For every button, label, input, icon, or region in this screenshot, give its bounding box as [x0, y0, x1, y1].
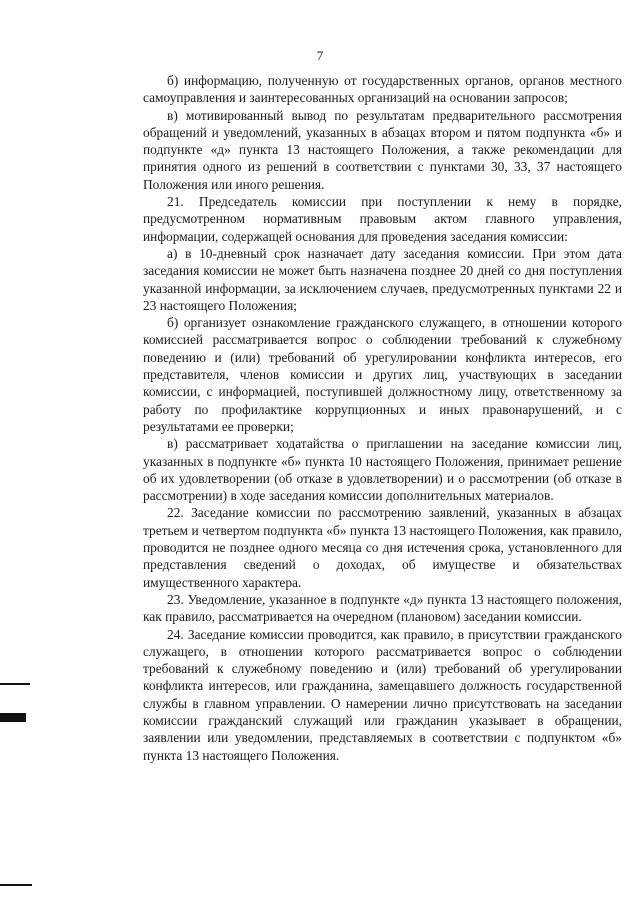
paragraph-21b: б) организует ознакомление гражданского служащего, в отношении которого комиссией рассматривается вопрос о соблюдении требований к служебному поведению и (или) требований об урегулировании конфликта интересов, его представителя, членов комиссии и других лиц, участвующих в заседании комиссии, с информацией, поступившей должностному лицу, ответственному за работу по профилактике коррупционных и иных правонарушений, и с результатами ее проверки;	[143, 315, 622, 434]
paragraph-23: 23. Уведомление, указанное в подпункте «д» пункта 13 настоящего положения, как правило, рассматривается на очередном (плановом) заседании комиссии.	[143, 591, 622, 625]
paragraph-20b: б) информацию, полученную от государственных органов, органов местного самоуправления и заинтересованных организаций на основании запросов;	[143, 73, 622, 106]
scan-mark-top	[0, 683, 30, 685]
paragraph-21v: в) рассматривает ходатайства о приглашении на заседание комиссии лиц, указанных в подпункте «б» пункта 10 настоящего Положения, принимает решение об их удовлетворении (об отказе в удовлетворении) и о рассмотрении (об отказе в рассмотрении) в ходе заседания комиссии дополнительных материалов.	[143, 436, 622, 504]
scan-mark-block	[0, 713, 26, 722]
paragraph-20v: в) мотивированный вывод по результатам предварительного рассмотрения обращений и уведомлений, указанных в абзацах втором и пятом подпункта «б» и подпункте «д» пункта 13 настоящего Положения, а также рекомендации для принятия одного из решений в соответствии с пунктами 30, 33, 37 настоящего Положения или иного решения.	[143, 107, 622, 192]
scan-mark-bottom	[0, 884, 32, 886]
paragraph-21: 21. Председатель комиссии при поступлении к нему в порядке, предусмотренном нормативным правовым актом главного управления, информации, содержащей основания для проведения заседания комиссии:	[143, 194, 622, 244]
paragraph-21a: а) в 10-дневный срок назначает дату заседания комиссии. При этом дата заседания комиссии не может быть назначена позднее 20 дней со дня поступления указанной информации, за исключением случаев, предусмотренных пунктами 22 и 23 настоящего Положения;	[143, 245, 622, 313]
page-number: 7	[316, 48, 324, 63]
paragraph-24: 24. Заседание комиссии проводится, как правило, в присутствии гражданского служащего, в отношении которого рассматривается вопрос о соблюдении требований к служебному поведению и (или) требований об урегулировании конфликта интересов, или гражданина, замещавшего должность государственной службы в главном управлении. О намерении лично присутствовать на заседании комиссии гражданский служащий или гражданин указывает в обращении, заявлении или уведомлении, представляемых в соответствии с подпунктом «б» пункта 13 настоящего Положения.	[143, 626, 622, 763]
document-body	[143, 72, 622, 764]
paragraph-22: 22. Заседание комиссии по рассмотрению заявлений, указанных в абзацах третьем и четвертом подпункта «б» пункта 13 настоящего Положения, как правило, проводится не позднее одного месяца со дня истечения срока, установленного для представления сведений о доходах, об имуществе и обязательствах имущественного характера.	[143, 505, 622, 590]
